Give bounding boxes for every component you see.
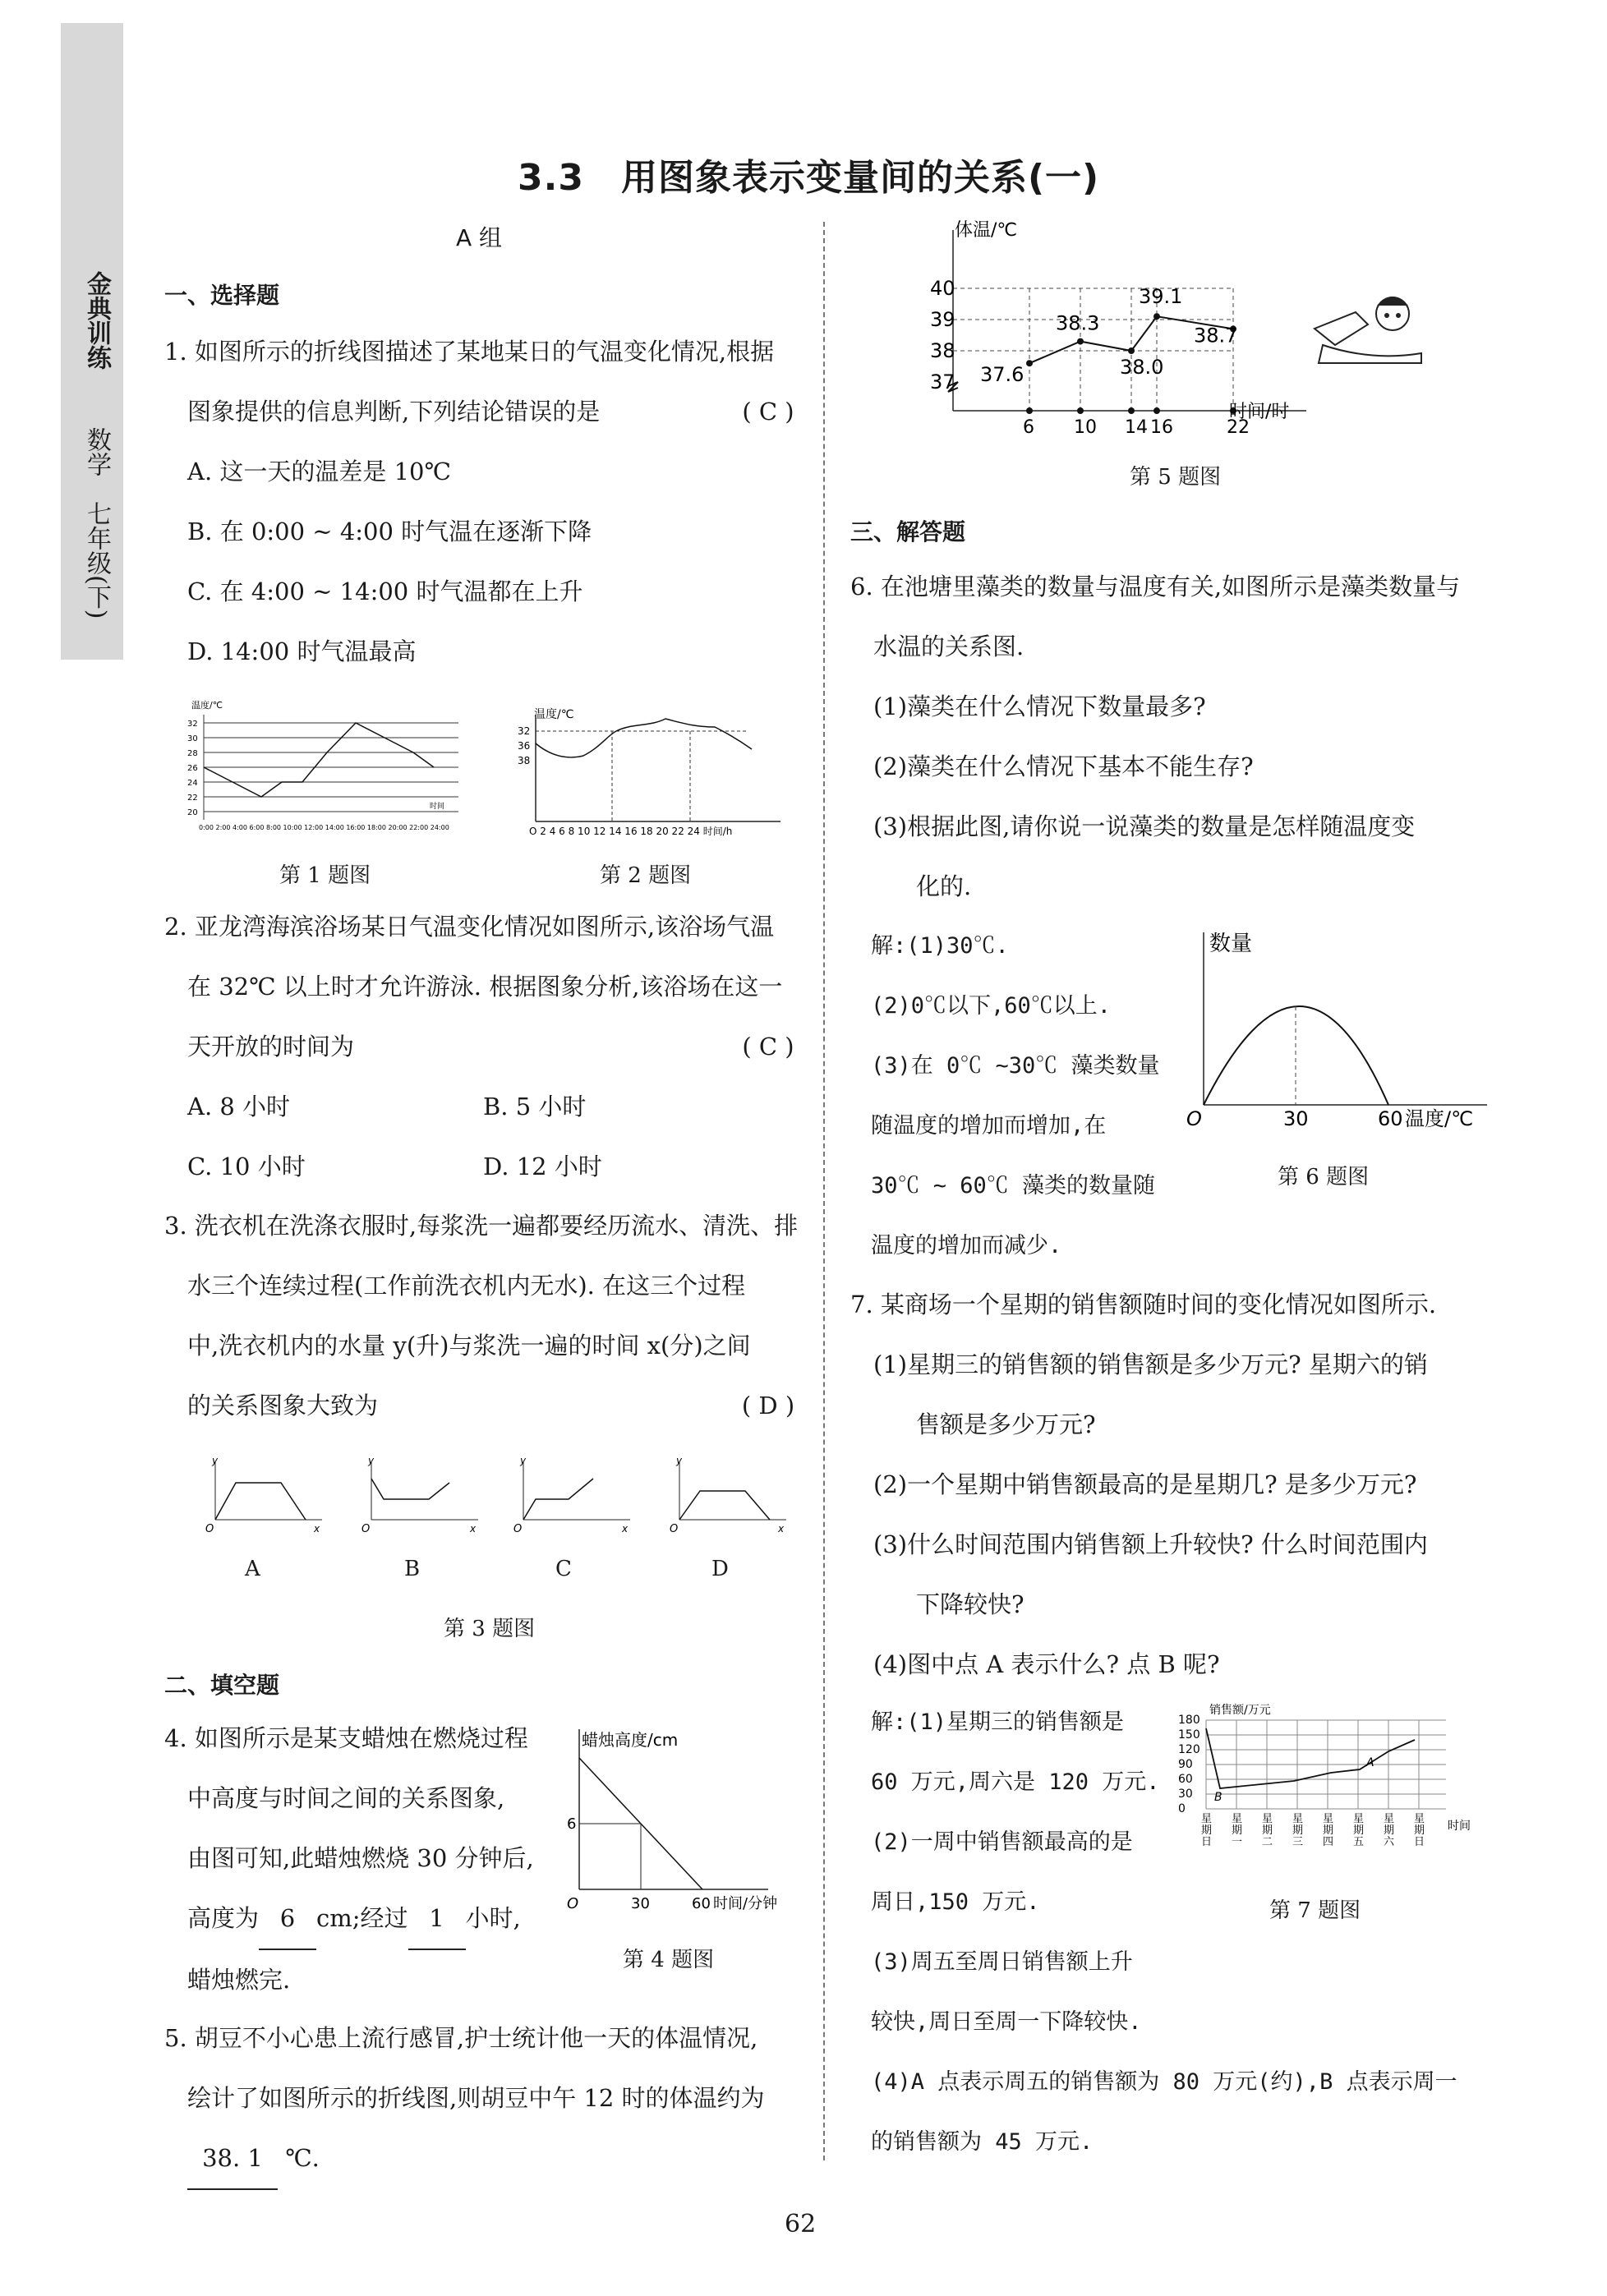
q7-answer-2a: (2)一周中销售额最高的是 — [871, 1829, 1133, 1855]
grade-name: 七年级(下) — [82, 501, 111, 619]
q7-sub-2: (2)一个星期中销售额最高的是星期几? 是多少万元? — [873, 1470, 1417, 1498]
q2-option-b: B. 5 小时 — [483, 1093, 587, 1120]
series-name: 金典训练 — [82, 271, 111, 370]
q3-label-b: B — [404, 1557, 421, 1581]
q4-line-1: 4. 如图所示是某支蜡烛在燃烧过程 — [164, 1724, 528, 1752]
svg-text:x: x — [778, 1523, 785, 1535]
q6-answer-3b: 随温度的增加而增加,在 — [871, 1113, 1107, 1139]
fig7-grid — [1206, 1720, 1446, 1809]
fig2-chart — [518, 698, 789, 838]
q7-answer-1a: 解:(1)星期三的销售额是 — [871, 1709, 1125, 1735]
question-7 — [850, 1275, 1483, 1695]
fig6-chart — [1183, 924, 1495, 1138]
q6-answer-3d: 温度的增加而减少. — [871, 1233, 1062, 1258]
q3-graphs — [191, 1454, 799, 1536]
fig1-grid — [204, 715, 458, 820]
q6-sub-1: (1)藻类在什么情况下数量最多? — [873, 692, 1206, 720]
q4-line-4a: 高度为 — [187, 1904, 260, 1932]
q2-option-c: C. 10 小时 — [187, 1153, 306, 1180]
fig4-caption: 第 4 题图 — [623, 1948, 715, 1972]
fig5-ylabel: 体温/℃ — [955, 220, 1018, 241]
question-5 — [164, 2008, 805, 2190]
fig7-ytick: 0 — [1178, 1802, 1186, 1815]
q7-sub-1a: (1)星期三的销售额的销售额是多少万元? 星期六的销 — [873, 1350, 1428, 1378]
q3-label-d: D — [711, 1557, 729, 1581]
fig7-ytick: 180 — [1178, 1714, 1200, 1727]
fig2-caption: 第 2 题图 — [600, 863, 692, 888]
q6-sub-3a: (3)根据此图,请你说一说藻类的数量是怎样随温度变 — [873, 812, 1416, 840]
fig2-line — [536, 719, 752, 757]
fig5-point — [1077, 338, 1084, 345]
q3-graph-b — [361, 1455, 478, 1535]
fig7-ytick: 150 — [1178, 1728, 1200, 1742]
q6-sub-3b: 化的. — [916, 872, 972, 900]
fig7-chart — [1175, 1702, 1487, 1875]
group-label: A 组 — [456, 224, 503, 251]
fig2-ytick: 32 — [518, 725, 531, 737]
fig7-day-label: 星期日 — [1201, 1813, 1213, 1848]
fig5-value-label: 37.6 — [980, 363, 1025, 387]
q1-stem-2: 图象提供的信息判断,下列结论错误的是 — [187, 398, 601, 426]
svg-text:y: y — [676, 1455, 683, 1466]
fig1-caption: 第 1 题图 — [279, 863, 371, 888]
q3-graph-c — [513, 1455, 630, 1535]
fig5-value-label: 38.3 — [1056, 311, 1100, 335]
fig1-ylabel: 温度/℃ — [191, 700, 223, 711]
fig6-x60: 60 — [1378, 1107, 1403, 1130]
fig7-day-labels — [1201, 1813, 1425, 1848]
q6-answer-3c: 30℃ ~ 60℃ 藻类的数量随 — [871, 1173, 1156, 1199]
fig4-x60: 60 — [692, 1895, 711, 1912]
q2-stem-1: 2. 亚龙湾海滨浴场某日气温变化情况如图所示,该浴场气温 — [164, 913, 775, 941]
fig2-ytick: 36 — [518, 740, 531, 752]
q3-graph-d — [670, 1455, 786, 1535]
fig1-line — [204, 723, 434, 797]
fig2-ytick: 38 — [518, 755, 531, 766]
q7-solution-lower — [871, 1992, 1495, 2172]
fig7-day-label: 星期三 — [1292, 1813, 1304, 1848]
fig2-ylabel: 温度/℃ — [534, 708, 574, 721]
fig7-ytick: 90 — [1178, 1758, 1193, 1771]
fig5-axis-dot — [1128, 407, 1135, 414]
q7-answer-1b: 60 万元,周六是 120 万元. — [871, 1769, 1160, 1795]
page-title: 3.3 用图象表示变量间的关系(一) — [518, 157, 1100, 199]
q6-line-1: 6. 在池塘里藻类的数量与温度有关,如图所示是藻类数量与 — [850, 573, 1461, 600]
fig5-value-label: 38.7 — [1194, 324, 1238, 347]
fig5-xlabel: 时间/时 — [1229, 402, 1290, 422]
q7-line-1: 7. 某商场一个星期的销售额随时间的变化情况如图所示. — [850, 1291, 1437, 1318]
fig5-value-label: 39.1 — [1139, 285, 1183, 309]
q3-label-a: A — [245, 1557, 260, 1581]
fig1-ytick: 20 — [187, 808, 198, 817]
svg-text:O: O — [513, 1523, 523, 1535]
fig1-xlabel: 时间 — [430, 803, 445, 811]
q7-sub-4: (4)图中点 A 表示什么? 点 B 呢? — [873, 1650, 1220, 1678]
q5-line-2: 绘计了如图所示的折线图,则胡豆中午 12 时的体温约为 — [187, 2084, 765, 2112]
svg-text:y: y — [212, 1455, 219, 1466]
q4-blank-height: 6 — [259, 1889, 316, 1950]
q6-sub-2: (2)藻类在什么情况下基本不能生存? — [873, 752, 1254, 780]
sick-child-illustration — [1306, 288, 1430, 366]
q7-sub-1b: 售额是多少万元? — [916, 1410, 1096, 1438]
svg-text:y: y — [520, 1455, 527, 1466]
q7-solution-upper — [871, 1692, 1183, 1992]
q1-option-c: C. 在 4:00 ~ 14:00 时气温都在上升 — [187, 577, 583, 605]
subject-name: 数学 — [82, 427, 111, 476]
q5-line-1: 5. 胡豆不小心患上流行感冒,护士统计他一天的体温情况, — [164, 2024, 758, 2052]
fig6-x30: 30 — [1283, 1107, 1309, 1130]
q1-option-d: D. 14:00 时气温最高 — [187, 637, 417, 665]
fig5-chart — [912, 218, 1323, 435]
fig1-ytick: 32 — [187, 720, 198, 729]
fig4-chart — [559, 1721, 805, 1926]
svg-text:x: x — [314, 1523, 320, 1535]
q6-solution — [871, 916, 1183, 1276]
fig5-xtick: 14 — [1125, 417, 1148, 435]
section-fill: 二、填空题 — [164, 1672, 280, 1699]
q1-option-b: B. 在 0:00 ~ 4:00 时气温在逐渐下降 — [187, 518, 592, 545]
fig7-day-label: 星期一 — [1232, 1813, 1243, 1848]
fig1-ytick: 22 — [187, 794, 198, 803]
q4-blank-hours: 1 — [408, 1889, 466, 1950]
question-6 — [850, 557, 1483, 917]
svg-text:O: O — [670, 1523, 679, 1535]
q3-stem-4: 的关系图象大致为 — [187, 1392, 379, 1419]
q7-answer-3a: (3)周五至周日销售额上升 — [871, 1949, 1133, 1975]
q5-unit: ℃. — [285, 2144, 320, 2172]
q7-answer-3b: 较快,周日至周一下降较快. — [871, 2009, 1142, 2035]
question-1 — [164, 322, 805, 682]
page-number: 62 — [785, 2210, 817, 2238]
fig7-day-label: 星期四 — [1323, 1813, 1334, 1848]
fig5-axis-dot — [1153, 407, 1160, 414]
fig7-yticks — [1178, 1714, 1200, 1815]
fig4-y6: 6 — [567, 1815, 577, 1833]
q6-line-2: 水温的关系图. — [873, 633, 1025, 660]
fig1-chart — [187, 698, 467, 838]
fig5-value-label: 38.0 — [1120, 356, 1164, 379]
fig5-caption: 第 5 题图 — [1130, 465, 1222, 490]
fig7-day-label: 星期二 — [1262, 1813, 1273, 1848]
q2-stem-2: 在 32℃ 以上时才允许游泳. 根据图象分析,该浴场在这一 — [187, 973, 783, 1001]
fig6-ylabel: 数量 — [1209, 932, 1253, 956]
fig5-grid — [953, 288, 1233, 411]
q1-option-a: A. 这一天的温差是 10℃ — [187, 458, 451, 485]
q6-answer-2: (2)0℃以下,60℃以上. — [871, 993, 1112, 1019]
q3-stem-3: 中,洗衣机内的水量 y(升)与浆洗一遍的时间 x(分)之间 — [187, 1332, 751, 1360]
fig4-xlabel: 时间/分钟 — [713, 1895, 778, 1912]
fig5-value-labels — [980, 285, 1237, 386]
fig1-ytick: 30 — [187, 734, 198, 743]
fig5-point — [1026, 360, 1033, 366]
fig1-ytick: 26 — [187, 764, 198, 773]
question-2 — [164, 897, 805, 1197]
section-solve: 三、解答题 — [850, 518, 966, 545]
q7-answer-2b: 周日,150 万元. — [871, 1889, 1040, 1915]
fig1-xticks: 0:00 2:00 4:00 6:00 8:00 10:00 12:00 14:00 16:00 18:00 20:00 22:00 24:00 — [199, 824, 449, 831]
fig7-ytick: 120 — [1178, 1743, 1200, 1756]
svg-text:y: y — [368, 1455, 375, 1466]
q3-stem-2: 水三个连续过程(工作前洗衣机内无水). 在这三个过程 — [187, 1272, 746, 1300]
fig7-xlabel: 时间 — [1448, 1820, 1471, 1833]
fig6-xlabel: 温度/℃ — [1405, 1107, 1474, 1130]
fig7-ytick: 60 — [1178, 1773, 1193, 1786]
fig5-axis-dot — [1026, 407, 1033, 414]
q7-answer-4a: (4)A 点表示周五的销售额为 80 万元(约),B 点表示周一 — [871, 2069, 1457, 2095]
fig7-day-label: 星期六 — [1384, 1813, 1395, 1848]
fig5-xtick: 10 — [1074, 417, 1097, 435]
q4-line-4c: 小时, — [465, 1904, 521, 1932]
fig7-point-b: B — [1214, 1791, 1223, 1804]
fig6-caption: 第 6 题图 — [1278, 1165, 1370, 1189]
fig1-ytick: 28 — [187, 749, 198, 758]
fig5-yticks — [930, 277, 955, 393]
q4-line-4b: cm;经过 — [316, 1904, 408, 1932]
question-4 — [164, 1709, 559, 2010]
svg-text:x: x — [470, 1523, 477, 1535]
fig4-origin: O — [567, 1895, 579, 1912]
svg-text:x: x — [622, 1523, 629, 1535]
fig5-point — [1153, 313, 1160, 320]
fig5-point — [1128, 347, 1135, 354]
fig7-day-label: 星期五 — [1353, 1813, 1365, 1848]
fig5-xtick: 6 — [1023, 417, 1034, 435]
q6-answer-1: 解:(1)30℃. — [871, 933, 1009, 959]
q3-stem-1: 3. 洗衣机在洗涤衣服时,每浆洗一遍都要经历流水、清洗、排 — [164, 1212, 799, 1240]
section-choice: 一、选择题 — [164, 282, 280, 309]
svg-text:O: O — [361, 1523, 371, 1535]
q7-answer-4b: 的销售额为 45 万元. — [871, 2129, 1094, 2155]
q4-line-3: 由图可知,此蜡烛燃烧 30 分钟后, — [187, 1844, 534, 1872]
fig5-xtick: 16 — [1150, 417, 1173, 435]
fig7-caption: 第 7 题图 — [1269, 1898, 1361, 1923]
fig6-origin: O — [1186, 1107, 1202, 1130]
q2-stem-3: 天开放的时间为 — [187, 1033, 355, 1061]
q2-option-d: D. 12 小时 — [483, 1153, 602, 1180]
fig4-ylabel: 蜡烛高度/cm — [582, 1730, 679, 1750]
fig5-ytick: 40 — [930, 277, 955, 300]
svg-text:O: O — [205, 1523, 214, 1535]
fig5-ytick: 39 — [930, 308, 955, 331]
question-3 — [164, 1196, 805, 1436]
fig5-xtick: 22 — [1227, 417, 1250, 435]
fig4-x30: 30 — [631, 1895, 650, 1912]
column-divider — [823, 222, 825, 2160]
q7-sub-3a: (3)什么时间范围内销售额上升较快? 什么时间范围内 — [873, 1530, 1428, 1558]
q7-sub-3b: 下降较快? — [916, 1590, 1025, 1618]
q2-answer: ( C ) — [742, 1033, 794, 1061]
fig5-ytick: 38 — [930, 339, 955, 362]
fig7-day-label: 星期日 — [1414, 1813, 1425, 1848]
q6-answer-3a: (3)在 0℃ ~30℃ 藻类数量 — [871, 1053, 1160, 1079]
q1-stem-1: 1. 如图所示的折线图描述了某地某日的气温变化情况,根据 — [164, 338, 775, 366]
fig1-ytick: 24 — [187, 779, 198, 788]
q4-line-5: 蜡烛燃完. — [187, 1966, 291, 1994]
q1-answer: ( C ) — [742, 398, 794, 426]
fig5-xticks — [1023, 407, 1250, 435]
q3-caption: 第 3 题图 — [444, 1617, 536, 1641]
fig7-point-a: A — [1366, 1756, 1374, 1769]
fig7-ylabel: 销售额/万元 — [1209, 1704, 1271, 1717]
q4-line-2: 中高度与时间之间的关系图象, — [187, 1784, 505, 1812]
q2-option-a: A. 8 小时 — [187, 1093, 291, 1120]
fig7-ytick: 30 — [1178, 1788, 1193, 1801]
q3-answer: ( D ) — [741, 1392, 795, 1419]
fig2-xticks: O 2 4 6 8 10 12 14 16 18 20 22 24 时间/h — [529, 826, 733, 837]
q3-label-c: C — [555, 1557, 572, 1581]
fig5-ytick: 37 — [930, 370, 955, 393]
q3-graph-a — [205, 1455, 322, 1535]
fig5-axis-dot — [1077, 407, 1084, 414]
q5-blank-temp: 38. 1 — [187, 2128, 278, 2190]
